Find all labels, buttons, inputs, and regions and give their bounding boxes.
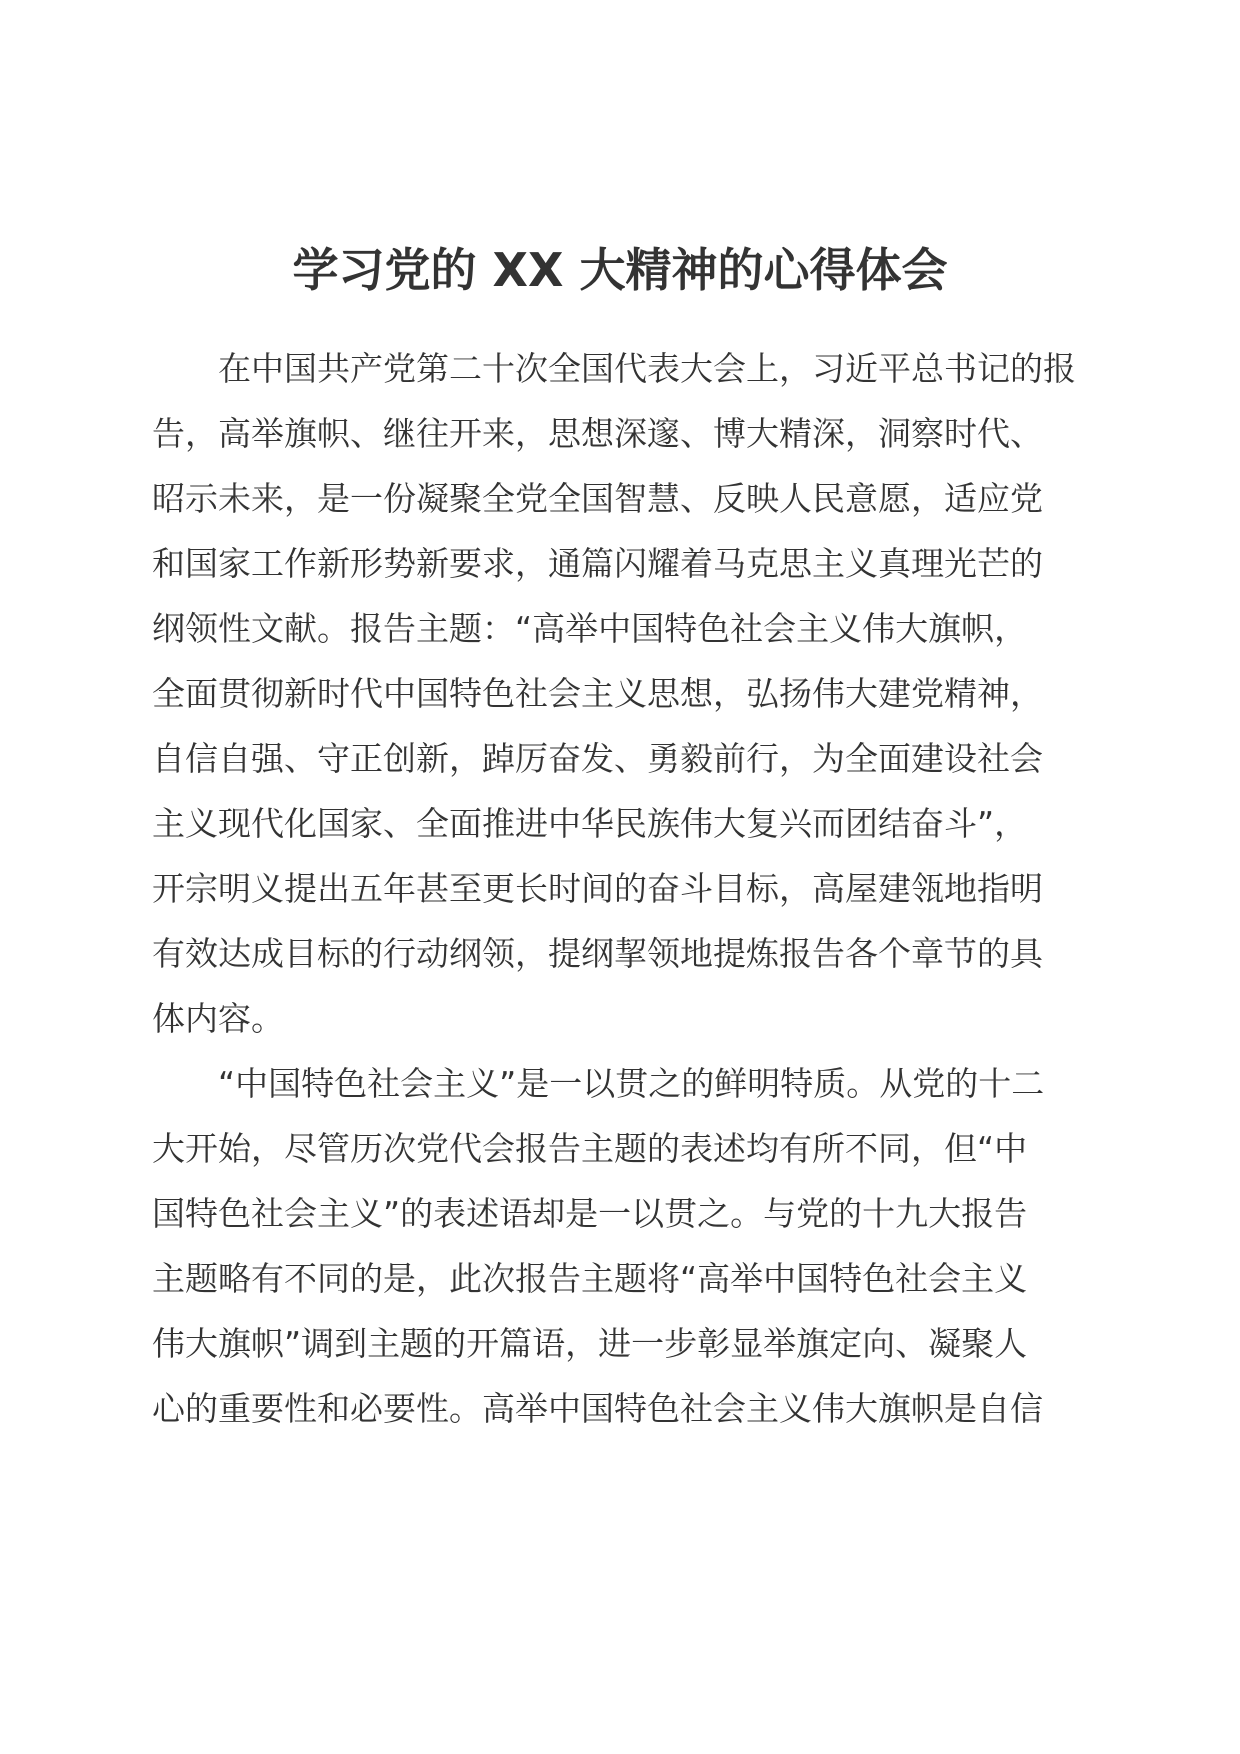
document-title: 学习党的 XX 大精神的心得体会 bbox=[292, 243, 948, 297]
paragraph-line: 开宗明义提出五年甚至更长时间的奋斗目标，高屋建瓴地指明 bbox=[152, 869, 1043, 908]
paragraph-line: 在中国共产党第二十次全国代表大会上，习近平总书记的报 bbox=[218, 349, 1076, 388]
paragraph-line: 主题略有不同的是，此次报告主题将“高举中国特色社会主义 bbox=[152, 1259, 1028, 1298]
paragraph-line: 主义现代化国家、全面推进中华民族伟大复兴而团结奋斗”， bbox=[152, 804, 1028, 843]
paragraph-line: 昭示未来，是一份凝聚全党全国智慧、反映人民意愿，适应党 bbox=[152, 479, 1043, 518]
paragraph-line: 告，高举旗帜、继往开来，思想深邃、博大精深，洞察时代、 bbox=[152, 414, 1043, 453]
paragraph-line: 大开始，尽管历次党代会报告主题的表述均有所不同，但“中 bbox=[152, 1129, 1028, 1168]
paragraph-line: 全面贯彻新时代中国特色社会主义思想，弘扬伟大建党精神， bbox=[152, 674, 1043, 713]
paragraph-line: 体内容。 bbox=[152, 999, 284, 1038]
paragraph-line: 有效达成目标的行动纲领，提纲挈领地提炼报告各个章节的具 bbox=[152, 934, 1043, 973]
paragraph-line: “中国特色社会主义”是一以贯之的鲜明特质。从党的十二 bbox=[218, 1064, 1045, 1103]
document-body bbox=[152, 336, 1088, 1441]
paragraph-line: 国特色社会主义”的表述语却是一以贯之。与党的十九大报告 bbox=[152, 1194, 1028, 1233]
paragraph-line: 和国家工作新形势新要求，通篇闪耀着马克思主义真理光芒的 bbox=[152, 544, 1043, 583]
paragraph-1 bbox=[152, 336, 1088, 1051]
paragraph-line: 自信自强、守正创新，踔厉奋发、勇毅前行，为全面建设社会 bbox=[152, 739, 1043, 778]
paragraph-line: 伟大旗帜”调到主题的开篇语，进一步彰显举旗定向、凝聚人 bbox=[152, 1324, 1028, 1363]
paragraph-line: 纲领性文献。报告主题：“高举中国特色社会主义伟大旗帜， bbox=[152, 609, 1028, 648]
paragraph-line: 心的重要性和必要性。高举中国特色社会主义伟大旗帜是自信 bbox=[152, 1389, 1043, 1428]
paragraph-2 bbox=[152, 1051, 1088, 1441]
